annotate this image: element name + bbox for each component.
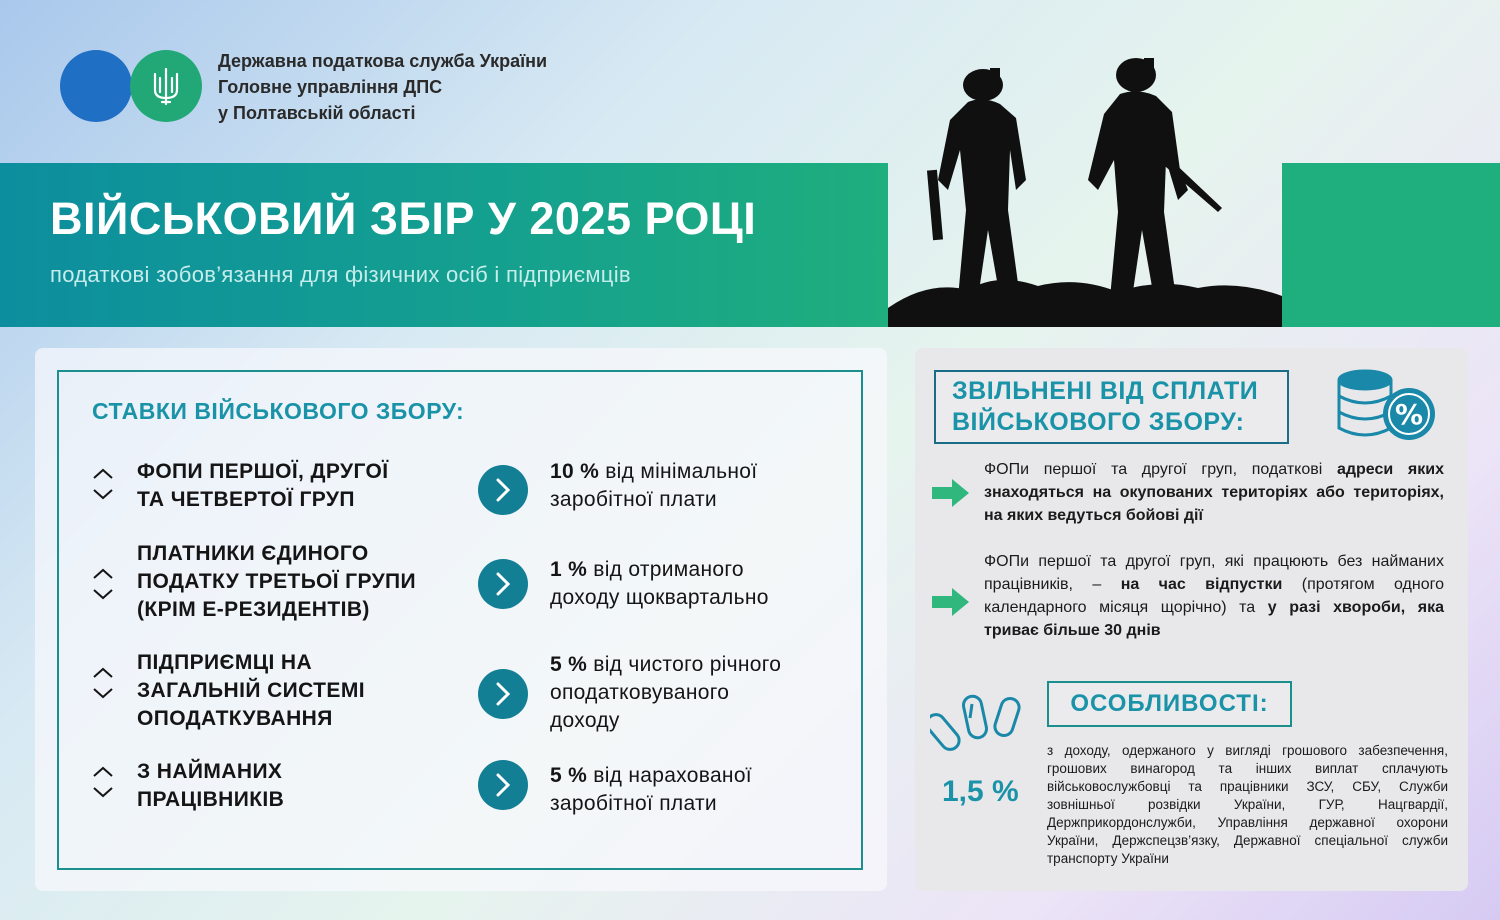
org-line: Головне управління ДПС [218,77,443,97]
payer-group [137,458,388,514]
payer-line: ТА ЧЕТВЕРТОЇ ГРУП [137,488,355,511]
svg-text:%: % [1394,398,1424,431]
organization-name [218,48,547,126]
logo-green-circle [130,50,202,122]
arrow-right-icon [932,477,970,509]
chevron-right-icon [478,760,528,810]
rate-value: 5 % [550,653,588,676]
pills-icon [930,688,1025,753]
dps-logo [60,48,205,122]
chevron-down-icon [90,782,116,802]
logo-blue-circle [60,50,132,122]
expand-arrows[interactable] [90,464,116,504]
org-line: у Полтавській області [218,103,416,123]
chevron-down-icon [90,683,116,703]
features-text: з доходу, одержаного у вигляді грошового забезпечення, грошових винагород та інших виплат сплачують військовослужбовці та працівники ЗСУ, СБУ, Служби зовнішньої розвідки України, ГУР, Нацгвардії, Держприкордонслужби, Управління державної охорони України, Держспецзв’язку, Державної спеціальної служби транспорту України [1047,743,1448,866]
rates-title: СТАВКИ ВІЙСЬКОВОГО ЗБОРУ: [92,398,465,424]
rate-text: заробітної плати [550,792,717,815]
rate-description [550,556,769,612]
chevron-up-icon [90,564,116,584]
chevron-right-icon [478,465,528,515]
payer-line: ОПОДАТКУВАННЯ [137,707,333,730]
exemption-item [984,458,1444,527]
header-banner [0,163,888,327]
payer-group [137,540,416,624]
rate-text: від мінімальної [605,460,758,483]
soldiers-illustration [888,40,1282,327]
rate-value: 5 % [550,764,588,787]
expand-arrows[interactable] [90,762,116,802]
payer-group [137,649,365,733]
chevron-up-icon [90,663,116,683]
payer-line: ПЛАТНИКИ ЄДИНОГО [137,542,369,565]
payer-line: ПОДАТКУ ТРЕТЬОЇ ГРУПИ [137,570,417,593]
exemption-text-bold: у разі хвороби, яка триває більше 30 днів [984,599,1445,639]
org-line: Державна податкова служба України [218,51,548,71]
rate-text: від чистого річного [593,653,782,676]
page-subtitle: податкові зобов’язання для фізичних осіб і підприємців [50,262,631,287]
payer-line: ЗАГАЛЬНІЙ СИСТЕМІ [137,679,365,702]
exempt-title: ЗВІЛЬНЕНІ ВІД СПЛАТИ [952,377,1259,405]
exemption-text: (протягом одного календарного місяця щорічно) та [984,576,1445,616]
rate-value: 10 % [550,460,600,483]
header-banner-right [1282,163,1500,327]
rate-text: заробітної плати [550,488,717,511]
exemption-text: ФОПи першої та другої груп, податкові [984,461,1337,478]
chevron-up-icon [90,762,116,782]
exemption-text-bold: адреси яких знаходяться на окупованих територіях або територіях, на яких ведуться бойові дії [984,461,1444,524]
exempt-title-box [934,370,1289,444]
rate-text: доходу щоквартально [550,586,769,609]
coins-percent-icon [1335,368,1439,444]
expand-arrows[interactable] [90,564,116,604]
rate-text: доходу [550,709,620,732]
payer-line: З НАЙМАНИХ [137,760,283,783]
payer-line: ПІДПРИЄМЦІ НА [137,651,313,674]
arrow-right-icon [932,586,970,618]
expand-arrows[interactable] [90,663,116,703]
payer-line: ПРАЦІВНИКІВ [137,788,285,811]
exemption-text-bold: на час відпустки [1120,576,1283,593]
exemption-text: ФОПи першої та другої груп, які працюють без найманих працівників, – [984,553,1444,593]
chevron-up-icon [90,464,116,484]
features-percent: 1,5 % [942,775,1019,808]
rate-description [550,458,757,514]
payer-group [137,758,284,814]
payer-line: ФОПИ ПЕРШОЇ, ДРУГОЇ [137,460,389,483]
trident-icon [151,66,181,106]
rate-value: 1 % [550,558,588,581]
features-title: ОСОБЛИВОСТІ: [1047,681,1292,727]
page-title: ВІЙСЬКОВИЙ ЗБІР У 2025 РОЦІ [50,193,757,244]
chevron-right-icon [478,669,528,719]
exempt-title: ВІЙСЬКОВОГО ЗБОРУ: [952,408,1245,436]
exemption-item [984,550,1444,642]
rate-text: від нарахованої [593,764,752,787]
rate-description [550,651,781,735]
chevron-down-icon [90,484,116,504]
chevron-right-icon [478,559,528,609]
payer-line: (КРІМ Е-РЕЗИДЕНТІВ) [137,598,370,621]
chevron-down-icon [90,584,116,604]
rate-text: від отриманого [593,558,744,581]
rate-description [550,762,752,818]
rate-text: оподатковуваного [550,681,730,704]
